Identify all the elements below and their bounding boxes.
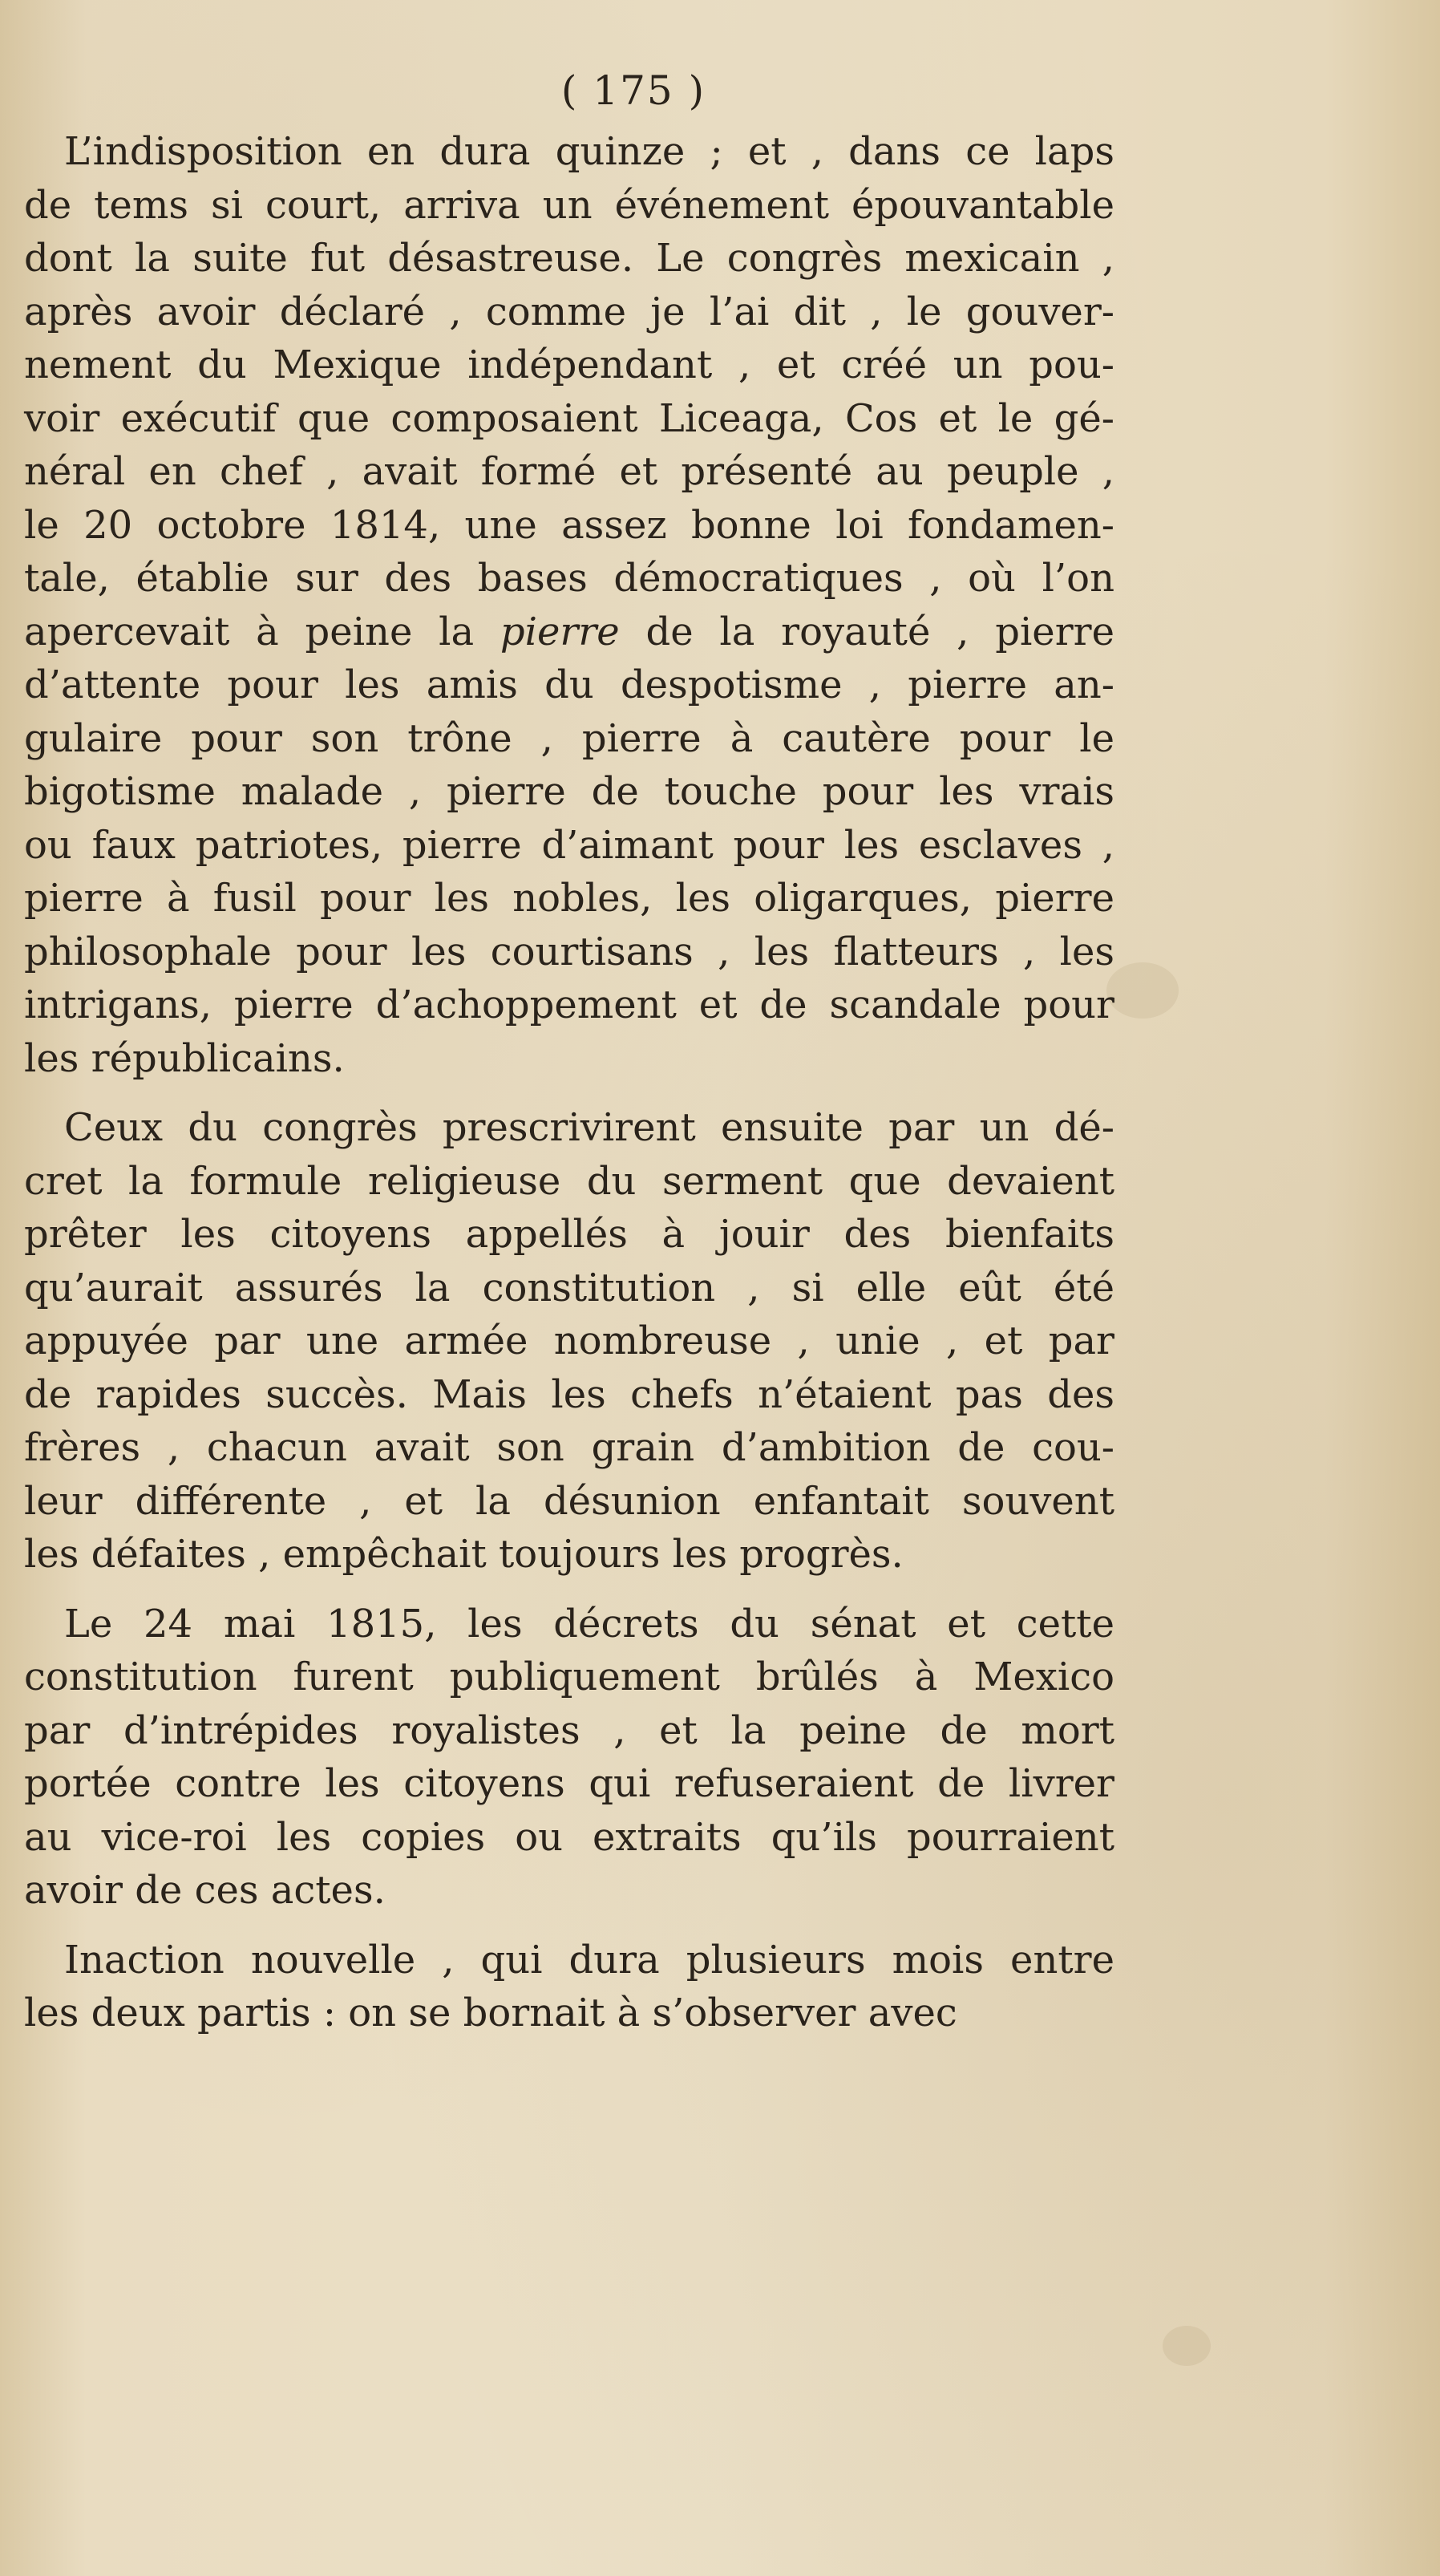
foxing-stain <box>1163 2326 1211 2366</box>
text-line: constitution furent publiquement brûlés à Mexico <box>24 1655 1114 1699</box>
text-line: néral en chef , avait formé et présenté au peuple , <box>24 449 1114 494</box>
text-line: tale, établie sur des bases démocratiques , où l’on <box>24 556 1114 601</box>
text-line: pierre à fusil pour les nobles, les oligarques, pierre <box>24 876 1114 921</box>
text-line: par d’intrépides royalistes , et la peine de mort <box>24 1707 1114 1753</box>
text-line: prêter les citoyens appellés à jouir des bienfaits <box>24 1212 1114 1257</box>
foxing-stain <box>1106 962 1179 1019</box>
text-line: frères , chacun avait son grain d’ambition de cou- <box>24 1425 1114 1470</box>
text-line: les deux partis : on se bornait à s’observer avec <box>24 1991 957 2035</box>
text-line: L’indisposition en dura quinze ; et , dans ce laps <box>64 129 1114 174</box>
text-line: gulaire pour son trône , pierre à cautère pour le <box>24 715 1114 761</box>
paragraph <box>24 1598 1114 1918</box>
text-line: apercevait à peine la pierre de la royauté , pierre <box>24 609 1114 654</box>
text-line: dont la suite fut désastreuse. Le congrès mexicain , <box>24 236 1114 281</box>
text-line: qu’aurait assurés la constitution , si elle eût été <box>24 1265 1114 1310</box>
text-line: Le 24 mai 1815, les décrets du sénat et cette <box>64 1601 1114 1646</box>
text-line: après avoir déclaré , comme je l’ai dit , le gouver- <box>24 289 1114 334</box>
text-line: au vice-roi les copies ou extraits qu’ils pourraient <box>24 1814 1114 1860</box>
text-line: de rapides succès. Mais les chefs n’étaient pas des <box>24 1371 1114 1417</box>
text-line: bigotisme malade , pierre de touche pour les vrais <box>24 769 1114 814</box>
text-line: ou faux patriotes, pierre d’aimant pour les esclaves , <box>24 822 1114 868</box>
paragraph <box>24 125 1114 1085</box>
text-line: intrigans, pierre d’achoppement et de scandale pour <box>24 982 1114 1027</box>
text-line: cret la formule religieuse du serment que devaient <box>24 1158 1114 1204</box>
paragraphs <box>24 125 1114 2040</box>
text-line: voir exécutif que composaient Liceaga, Cos et le gé- <box>24 395 1114 441</box>
text-line: d’attente pour les amis du despotisme , pierre an- <box>24 662 1114 707</box>
text-line: leur différente , et la désunion enfantait souvent <box>24 1478 1114 1524</box>
text-line: avoir de ces actes. <box>24 1868 386 1913</box>
page-number: ( 175 ) <box>560 67 706 114</box>
text-block <box>24 67 1114 2040</box>
text-line: Inaction nouvelle , qui dura plusieurs mois entre <box>64 1937 1114 1983</box>
text-line: le 20 octobre 1814, une assez bonne loi fondamen- <box>24 502 1114 548</box>
text-line: les républicains. <box>24 1035 345 1081</box>
text-line: de tems si court, arriva un événement épouvantable <box>24 182 1114 228</box>
text-line: nement du Mexique indépendant , et créé un pou- <box>24 342 1114 387</box>
text-line: philosophale pour les courtisans , les flatteurs , les <box>24 929 1114 974</box>
paragraph <box>24 1101 1114 1582</box>
text-line: les défaites , empêchait toujours les progrès. <box>24 1532 904 1577</box>
italic-word: pierre <box>500 609 620 654</box>
text-line: Ceux du congrès prescrivirent ensuite par un dé- <box>64 1105 1114 1150</box>
text-line: appuyée par une armée nombreuse , unie , et par <box>24 1318 1114 1363</box>
paragraph <box>24 1934 1114 2040</box>
text-line: portée contre les citoyens qui refuseraient de livrer <box>24 1761 1114 1806</box>
